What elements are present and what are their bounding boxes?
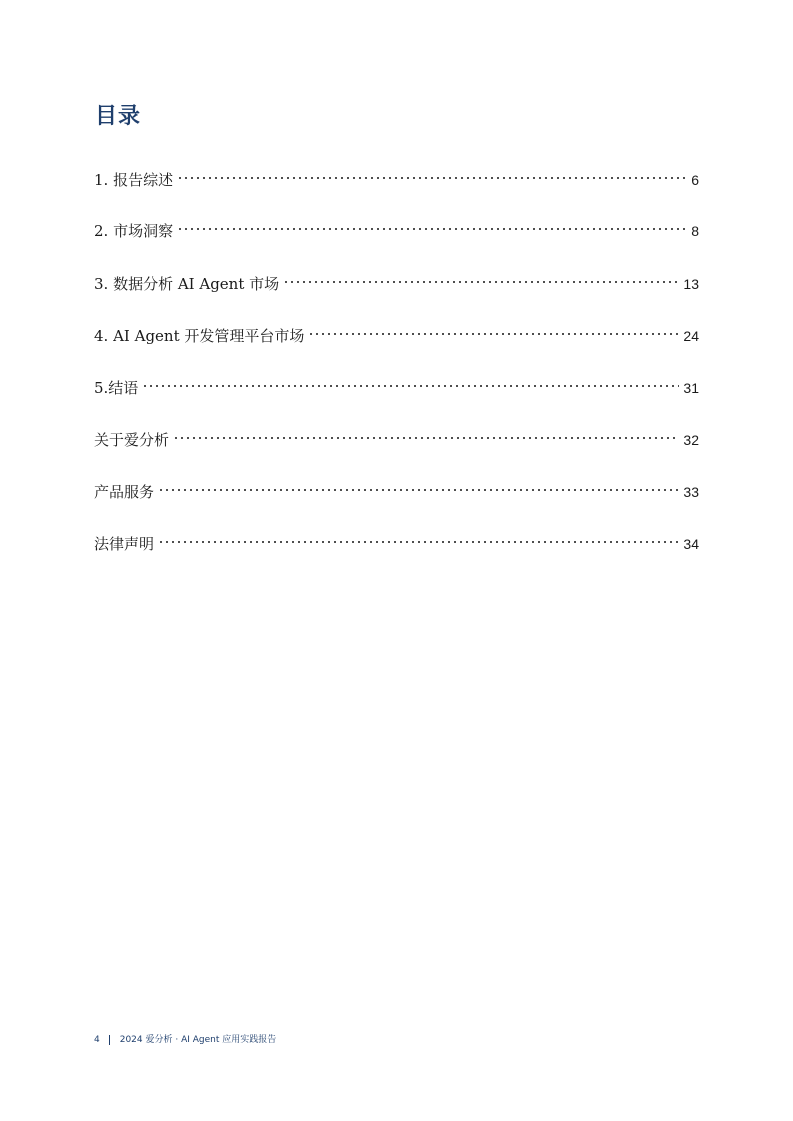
toc-entry-page: 33: [683, 484, 699, 500]
toc-dot-leader: [158, 475, 679, 497]
toc-entry-label: 产品服务: [94, 483, 155, 501]
toc-entry[interactable]: [94, 267, 699, 293]
toc-entry-page: 8: [691, 223, 699, 239]
toc-entry[interactable]: [94, 214, 699, 240]
toc-dot-leader: [158, 527, 679, 549]
toc-entry-page: 6: [691, 172, 699, 188]
toc-dot-leader: [283, 267, 679, 289]
toc-entry[interactable]: [94, 371, 699, 397]
footer-divider: [109, 1035, 110, 1045]
toc-entry[interactable]: [94, 527, 699, 553]
page-footer: [94, 1033, 276, 1047]
toc-entry-label: 关于爱分析: [94, 431, 170, 449]
toc-dot-leader: [142, 371, 679, 393]
toc-dot-leader: [308, 319, 679, 341]
toc-entry-page: 34: [683, 536, 699, 552]
toc-entry-label: 1. 报告综述: [94, 171, 174, 189]
toc-dot-leader: [177, 214, 687, 236]
toc-entry-page: 24: [683, 328, 699, 344]
toc-entry-label: 4. AI Agent 开发管理平台市场: [94, 327, 305, 345]
toc-dot-leader: [177, 163, 687, 185]
toc-entry-label: 3. 数据分析 AI Agent 市场: [94, 275, 280, 293]
toc-entry-label: 法律声明: [94, 535, 155, 553]
footer-page-number: 4: [94, 1035, 100, 1045]
toc-entry-page: 32: [683, 432, 699, 448]
toc-dot-leader: [173, 423, 679, 445]
toc-entry[interactable]: [94, 423, 699, 449]
footer-report-title: 2024 爱分析 · AI Agent 应用实践报告: [119, 1035, 277, 1045]
toc-title: 目录: [95, 104, 142, 129]
toc-entry-page: 13: [683, 276, 699, 292]
toc-entry-page: 31: [683, 380, 699, 396]
toc-entry[interactable]: [94, 163, 699, 189]
toc-entry[interactable]: [94, 475, 699, 501]
toc-entry-label: 2. 市场洞察: [94, 222, 174, 240]
toc-entry[interactable]: [94, 319, 699, 345]
toc-entry-label: 5.结语: [94, 379, 139, 397]
